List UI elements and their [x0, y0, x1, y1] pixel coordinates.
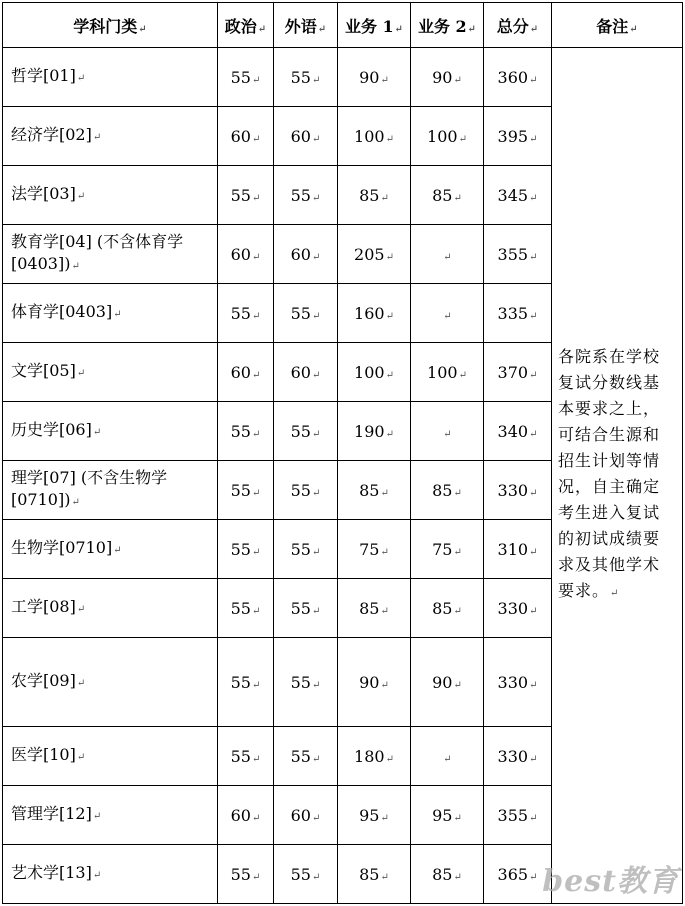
subject1-cell: 85↵: [338, 461, 411, 520]
language-cell: 55↵: [274, 48, 338, 107]
total-cell: 355↵: [484, 786, 552, 845]
score-table: [2, 2, 683, 904]
watermark-logo: best教育: [542, 864, 679, 899]
header-category: 学科门类↵: [3, 3, 218, 48]
subject1-cell: 180↵: [338, 727, 411, 786]
politics-cell: 55↵: [218, 48, 274, 107]
header-subject2: 业务 2↵: [411, 3, 484, 48]
total-cell: 330↵: [484, 638, 552, 727]
total-cell: 345↵: [484, 166, 552, 225]
total-cell: 360↵: [484, 48, 552, 107]
politics-cell: 60↵: [218, 343, 274, 402]
total-cell: 335↵: [484, 284, 552, 343]
subject2-cell: 100↵: [411, 343, 484, 402]
subject2-cell: 75↵: [411, 520, 484, 579]
language-cell: 60↵: [274, 225, 338, 284]
language-cell: 55↵: [274, 638, 338, 727]
politics-cell: 55↵: [218, 520, 274, 579]
header-total: 总分↵: [484, 3, 552, 48]
subject1-cell: 85↵: [338, 579, 411, 638]
subject2-cell: ↵: [411, 727, 484, 786]
politics-cell: 60↵: [218, 786, 274, 845]
total-cell: 330↵: [484, 579, 552, 638]
language-cell: 55↵: [274, 520, 338, 579]
category-cell: 历史学[06]↵: [3, 402, 218, 461]
category-cell: 生物学[0710]↵: [3, 520, 218, 579]
language-cell: 55↵: [274, 284, 338, 343]
subject2-cell: 85↵: [411, 166, 484, 225]
language-cell: 55↵: [274, 166, 338, 225]
total-cell: 340↵: [484, 402, 552, 461]
subject1-cell: 205↵: [338, 225, 411, 284]
header-politics: 政治↵: [218, 3, 274, 48]
total-cell: 330↵: [484, 727, 552, 786]
language-cell: 55↵: [274, 402, 338, 461]
politics-cell: 60↵: [218, 107, 274, 166]
subject1-cell: 85↵: [338, 845, 411, 904]
politics-cell: 55↵: [218, 461, 274, 520]
language-cell: 55↵: [274, 461, 338, 520]
subject2-cell: 95↵: [411, 786, 484, 845]
subject1-cell: 160↵: [338, 284, 411, 343]
subject1-cell: 100↵: [338, 107, 411, 166]
subject1-cell: 190↵: [338, 402, 411, 461]
subject1-cell: 90↵: [338, 638, 411, 727]
category-cell: 医学[10]↵: [3, 727, 218, 786]
category-cell: 教育学[04] (不含体育学[0403])↵: [3, 225, 218, 284]
language-cell: 55↵: [274, 727, 338, 786]
subject2-cell: 90↵: [411, 638, 484, 727]
subject2-cell: 100↵: [411, 107, 484, 166]
header-row: [3, 3, 683, 48]
language-cell: 60↵: [274, 343, 338, 402]
politics-cell: 55↵: [218, 402, 274, 461]
category-cell: 管理学[12]↵: [3, 786, 218, 845]
subject2-cell: 85↵: [411, 579, 484, 638]
category-cell: 艺术学[13]↵: [3, 845, 218, 904]
subject1-cell: 85↵: [338, 166, 411, 225]
politics-cell: 55↵: [218, 284, 274, 343]
header-note: 备注↵: [552, 3, 683, 48]
subject2-cell: ↵: [411, 402, 484, 461]
category-cell: 体育学[0403]↵: [3, 284, 218, 343]
total-cell: 330↵: [484, 461, 552, 520]
category-cell: 农学[09]↵: [3, 638, 218, 727]
category-cell: 法学[03]↵: [3, 166, 218, 225]
politics-cell: 60↵: [218, 225, 274, 284]
header-language: 外语↵: [274, 3, 338, 48]
subject2-cell: 85↵: [411, 461, 484, 520]
politics-cell: 55↵: [218, 579, 274, 638]
note-cell: 各院系在学校复试分数线基本要求之上，可结合生源和招生计划等情况，自主确定考生进入复试的初试成绩要求及其他学术要求。↵: [552, 48, 683, 904]
total-cell: 395↵: [484, 107, 552, 166]
header-subject1: 业务 1↵: [338, 3, 411, 48]
subject1-cell: 100↵: [338, 343, 411, 402]
language-cell: 60↵: [274, 786, 338, 845]
total-cell: 310↵: [484, 520, 552, 579]
language-cell: 55↵: [274, 579, 338, 638]
politics-cell: 55↵: [218, 727, 274, 786]
category-cell: 经济学[02]↵: [3, 107, 218, 166]
subject2-cell: 90↵: [411, 48, 484, 107]
subject2-cell: ↵: [411, 225, 484, 284]
politics-cell: 55↵: [218, 638, 274, 727]
category-cell: 工学[08]↵: [3, 579, 218, 638]
total-cell: 370↵: [484, 343, 552, 402]
politics-cell: 55↵: [218, 166, 274, 225]
category-cell: 哲学[01]↵: [3, 48, 218, 107]
table-row: [3, 48, 683, 107]
subject1-cell: 75↵: [338, 520, 411, 579]
category-cell: 理学[07] (不含生物学[0710])↵: [3, 461, 218, 520]
language-cell: 55↵: [274, 845, 338, 904]
subject2-cell: ↵: [411, 284, 484, 343]
total-cell: 355↵: [484, 225, 552, 284]
language-cell: 60↵: [274, 107, 338, 166]
subject1-cell: 95↵: [338, 786, 411, 845]
subject2-cell: 85↵: [411, 845, 484, 904]
category-cell: 文学[05]↵: [3, 343, 218, 402]
total-cell: 365↵: [484, 845, 552, 904]
politics-cell: 55↵: [218, 845, 274, 904]
subject1-cell: 90↵: [338, 48, 411, 107]
